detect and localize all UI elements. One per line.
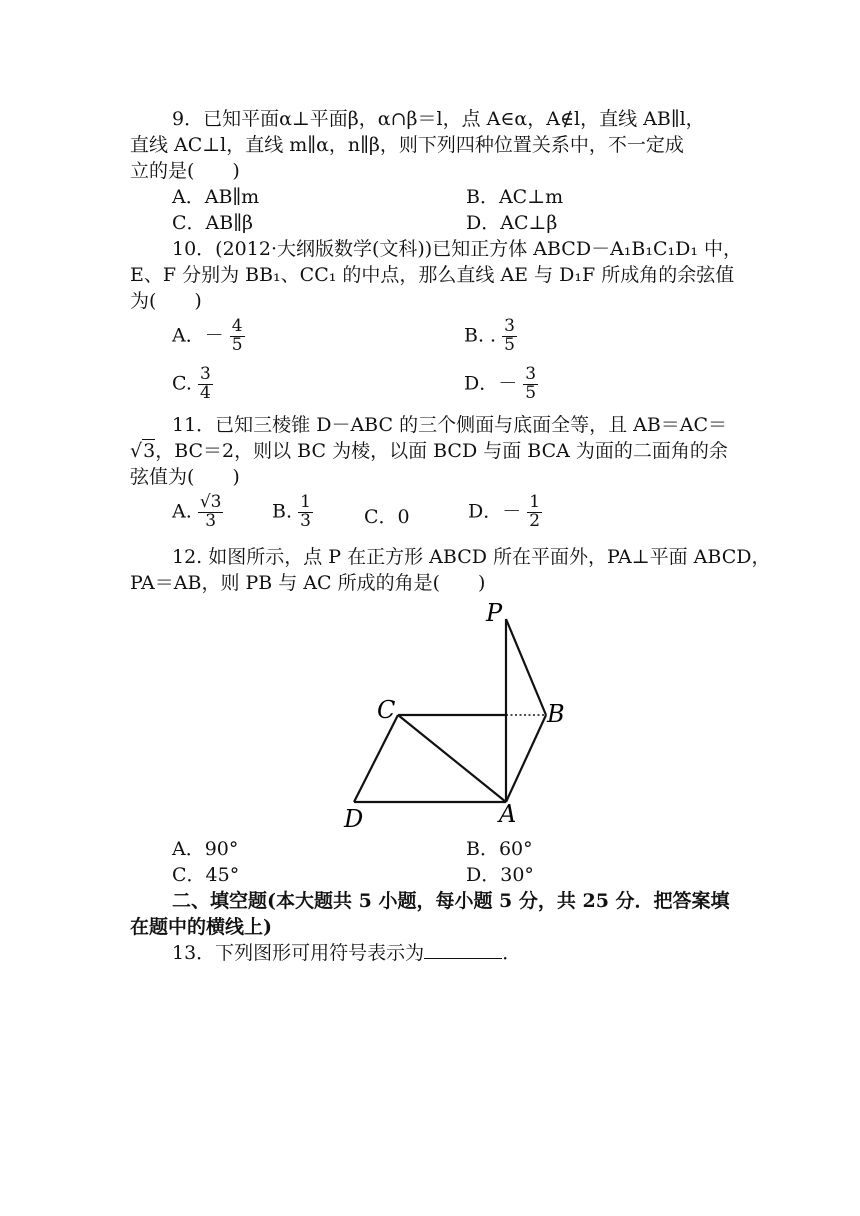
q11-option-d-fraction	[527, 494, 542, 531]
answer-blank	[424, 940, 502, 959]
q11-option-b-numerator: 1	[300, 492, 311, 512]
q9-option-a: A．AB∥m	[172, 186, 260, 208]
q10-option-b	[464, 318, 517, 355]
q10-line1	[172, 236, 742, 262]
q9-line2: 直线 AC⊥l，直线 m∥α，n∥β，则下列四种位置关系中，不一定成	[130, 134, 684, 156]
q11-line2-text: ，BC＝2，则以 BC 为棱，以面 BCD 与面 BCA 为面的二面角的余	[155, 440, 728, 462]
pyramid-figure	[330, 595, 590, 835]
edge-pb	[506, 619, 546, 715]
label-c: C	[377, 696, 396, 724]
q11-option-b-prefix: B.	[272, 500, 293, 523]
q10-option-a-fraction	[230, 318, 245, 355]
q11-option-a	[172, 494, 223, 531]
q11-option-b-denominator: 3	[300, 510, 311, 531]
q11-option-c: C．0	[364, 506, 410, 528]
q10-option-b-numerator: 3	[504, 316, 515, 336]
label-d: D	[344, 805, 364, 833]
edge-ab	[506, 715, 546, 802]
sqrt-symbol: √	[130, 440, 143, 462]
section2-heading-line2: 在题中的横线上)	[130, 916, 272, 938]
q10-line3: 为( )	[130, 290, 202, 312]
q11-option-d-prefix: D．－	[468, 500, 522, 523]
q10-option-d-numerator: 3	[525, 364, 537, 384]
q12-option-a: A．90°	[172, 838, 239, 860]
label-p: P	[486, 599, 503, 627]
q10-option-a-numerator: 4	[231, 316, 243, 336]
q11-line3: 弦值为( )	[130, 466, 240, 488]
q11-option-a-fraction	[198, 494, 224, 531]
q9-line3: 立的是( )	[130, 160, 240, 182]
edge-cd	[354, 715, 398, 802]
q11-option-d-numerator: 1	[529, 492, 541, 512]
q10-option-b-fraction	[502, 318, 517, 355]
q10-option-d-prefix: D．－	[464, 372, 518, 395]
label-a: A	[499, 800, 517, 828]
q10-option-c-numerator: 3	[199, 364, 211, 384]
q12-option-d: D．30°	[466, 864, 534, 886]
label-b: B	[547, 700, 565, 728]
q10-option-d-fraction	[523, 366, 538, 403]
q10-option-c-denominator: 4	[199, 382, 211, 403]
q10-option-a	[172, 318, 245, 355]
q11-sqrt-value: 3	[143, 440, 156, 462]
q11-option-a-denominator: 3	[205, 510, 217, 531]
edge-ca	[398, 715, 506, 802]
q12-line2: PA＝AB，则 PB 与 AC 所成的角是( )	[130, 572, 486, 594]
q10-option-d-denominator: 5	[525, 382, 537, 403]
q10-option-a-prefix: A．－	[172, 324, 224, 347]
q10-option-b-denominator: 5	[504, 334, 515, 355]
section2-heading-line1: 二、填空题(本大题共 5 小题，每小题 5 分，共 25 分．把答案填	[172, 890, 730, 912]
q9-option-d: D．AC⊥β	[466, 212, 558, 234]
q10-option-c-fraction	[198, 366, 213, 403]
q10-option-d	[464, 366, 538, 403]
q12-option-c: C．45°	[172, 864, 240, 886]
q9-line1: 9．已知平面α⊥平面β，α∩β＝l，点 A∈α，A∉l，直线 AB∥l，	[172, 108, 705, 130]
q10-option-a-denominator: 5	[231, 334, 243, 355]
q10-option-c	[172, 366, 213, 403]
q12-line1: 12. 如图所示，点 P 在正方形 ABCD 所在平面外，PA⊥平面 ABCD，	[172, 546, 771, 568]
q10-option-c-prefix: C.	[172, 372, 192, 395]
q13-line	[172, 940, 521, 966]
q9-option-b: B．AC⊥m	[466, 186, 564, 208]
q11-option-a-numerator: √3	[199, 492, 222, 512]
q10-line1-text: 10．(2012·大纲版数学(文科))已知正方体 ABCD－A₁B₁C₁D₁ 中，	[172, 238, 743, 260]
q10-option-b-prefix: B. .	[464, 324, 497, 347]
q11-option-b-fraction	[298, 494, 313, 531]
q11-option-d	[468, 494, 542, 531]
q11-option-a-prefix: A.	[172, 500, 192, 523]
q13-text: 13．下列图形可用符号表示为	[172, 942, 425, 964]
q12-option-b: B．60°	[466, 838, 533, 860]
q11-line1: 11．已知三棱锥 D－ABC 的三个侧面与底面全等，且 AB＝AC＝	[172, 414, 728, 436]
q11-line2	[130, 438, 728, 464]
q11-option-d-denominator: 2	[529, 510, 541, 531]
q10-line2: E、F 分别为 BB₁、CC₁ 的中点，那么直线 AE 与 D₁F 所成角的余弦值	[130, 264, 735, 286]
q13-end: ．	[502, 942, 522, 964]
q11-option-b	[272, 494, 313, 531]
q9-option-c: C．AB∥β	[172, 212, 253, 234]
